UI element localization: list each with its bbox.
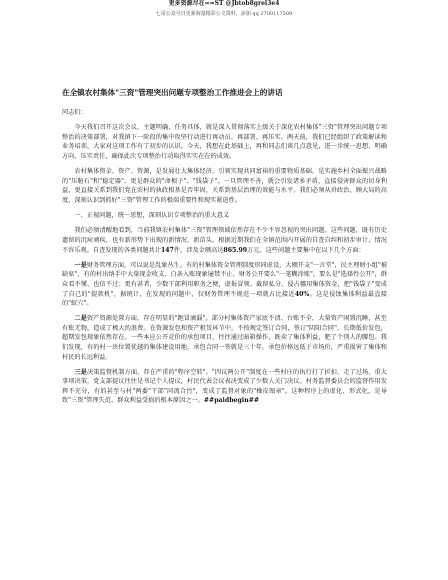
point-3-lead: 三是	[74, 368, 87, 376]
issue-count: 147	[161, 246, 174, 254]
document-title: 在全镇农村集体"三资"管理突出问题专项整治工作推进会上的讲话	[62, 88, 283, 97]
document-body	[62, 108, 387, 412]
section-heading-1: 一、正视问题，统一思想，深刻认识专项整治的重大意义	[74, 211, 230, 219]
paragraph-problems	[62, 226, 387, 255]
problems-text-3: 万元。这些问题主要集中在以下几个方面：	[247, 246, 365, 254]
header-notice-line: 七哥公众号日更新海量精彩公文资料，添加 qq 2700117509	[155, 11, 293, 17]
paid-marker: ##paidbegin##	[203, 397, 260, 405]
point-1-pct: 40%	[294, 290, 310, 298]
point-3-text: 决策监督机制方面，存在严重的"程序空转"。"四议两公开"制度在一些村庄的执行打了折扣、走了过场，重大事项决策，党支部提议往往是书记个人提议，村民代表会议表决变成了少数人关门决议。村务监督委员会的监督作用发挥不充分，有的甚至与村"两委"干部"同流合污"，变成了监督对象的"橡皮图章"。这种程序上的虚化、形式化，是导致"三资"管理失范、群众利益受损的根本原因之一。	[62, 368, 387, 405]
point-2-text: 资产资源处置方面，存在明显的"跑冒滴漏"。部分村集体资产家底不清、台账不全，大量资产闲置沉睡，甚至有账无物，造成了极大的浪费。在资源发包和资产租赁环节中，不按规定签订合同，签订"阴阳合同"，长期低价发包，超期发包现象依然存在。一些本应公开竞价的承包项目，往往通过暗箱操作，既卖了集体利益，肥了个别人的腰包。我们发现，有的村一块位置优越的集体建设用地，承包合同一签就是三十年，承包价格远低于市场价，严重损害了集体和村民的长远利益。	[62, 315, 387, 361]
salutation: 同志们：	[62, 109, 87, 116]
paragraph-importance: 农村集体资金、资产、资源，是发展壮大集体经济、引领实现共同富裕的重要物质基础，是实施乡村全面振兴战略的"压舱石"和"稳定器"，更是群众的"命根子"、"钱袋子"。一旦管理不善，就会引发诸多矛盾，直接侵害群众的切身利益，更直接关系到我们党在农村的执政根基是否牢固，关系到基层治理的效能与水平。我们必须从讲政治、顾大局的高度，深刻认识到抓好"三资"管理工作的极端重要性和现实紧迫性。	[62, 167, 387, 204]
paragraph-point-2	[62, 314, 387, 362]
paragraph-point-1	[62, 261, 387, 309]
problems-text: 我们必须清醒地看到，当前我镇农村集体"三资"管理领域依然存在不少不容忽视的突出问题。这些问题，既有历史遗留的沉疴顽疾，也有新形势下出现的新情况、新苗头。根据近期我们在全镇范围内开展的自查自纠和初步审计，情况不容乐观。自查发现的各类问题共计	[62, 227, 387, 254]
paragraph-point-3	[62, 368, 387, 406]
header-watermark-line: 更多资源尽在==ST @Jbtob8grel3e4	[168, 0, 280, 7]
point-2-lead: 二是	[74, 315, 87, 323]
problems-text-2: 件，涉及金额高达	[173, 246, 224, 254]
point-1-lead: 一是	[74, 261, 87, 269]
issue-amount: 865.99	[223, 246, 248, 254]
point-1-text: 财务管理方面，可以说是乱象丛生。有的村集体资金管理制度形同虚设，大额开支"一言堂"，民主理财小组"被缺席"，有的村出纳手中大量现金收支、白条入账现象屡禁不止。财务公开要么"一笔糊涂账"，要么是"选择性公开"，群众看不懂、也信不过；更有甚者，少数干部利用职务之便，虚报冒领、截留私分、侵占挪用集体资金，把"钱袋子"变成了自己的"提款机"。据统计，在发现的问题中，仅财务管理不规范一项就占比接近	[62, 261, 388, 298]
point-1-text-2: 。这是侵蚀集体利益最直接的"蚁穴"。	[62, 290, 387, 308]
paragraph-intro: 今天我们召开这次会议，主题明确、任务具体，就是深入贯彻落实上级关于深化农村集体"三资"管理突出问题专项整治的决策部署，对我镇下一阶段的集中攻坚行动进行再动员、再部署、再压实。两天前，我们已经组织了政策解读和业务培训，大家对这项工作有了初步的认识。今天，我想在此基础上，再和同志们谈几点意见，进一步统一思想、明确方向、压实责任，确保此次专项整治行动取得实实在在的成效。	[62, 124, 387, 160]
